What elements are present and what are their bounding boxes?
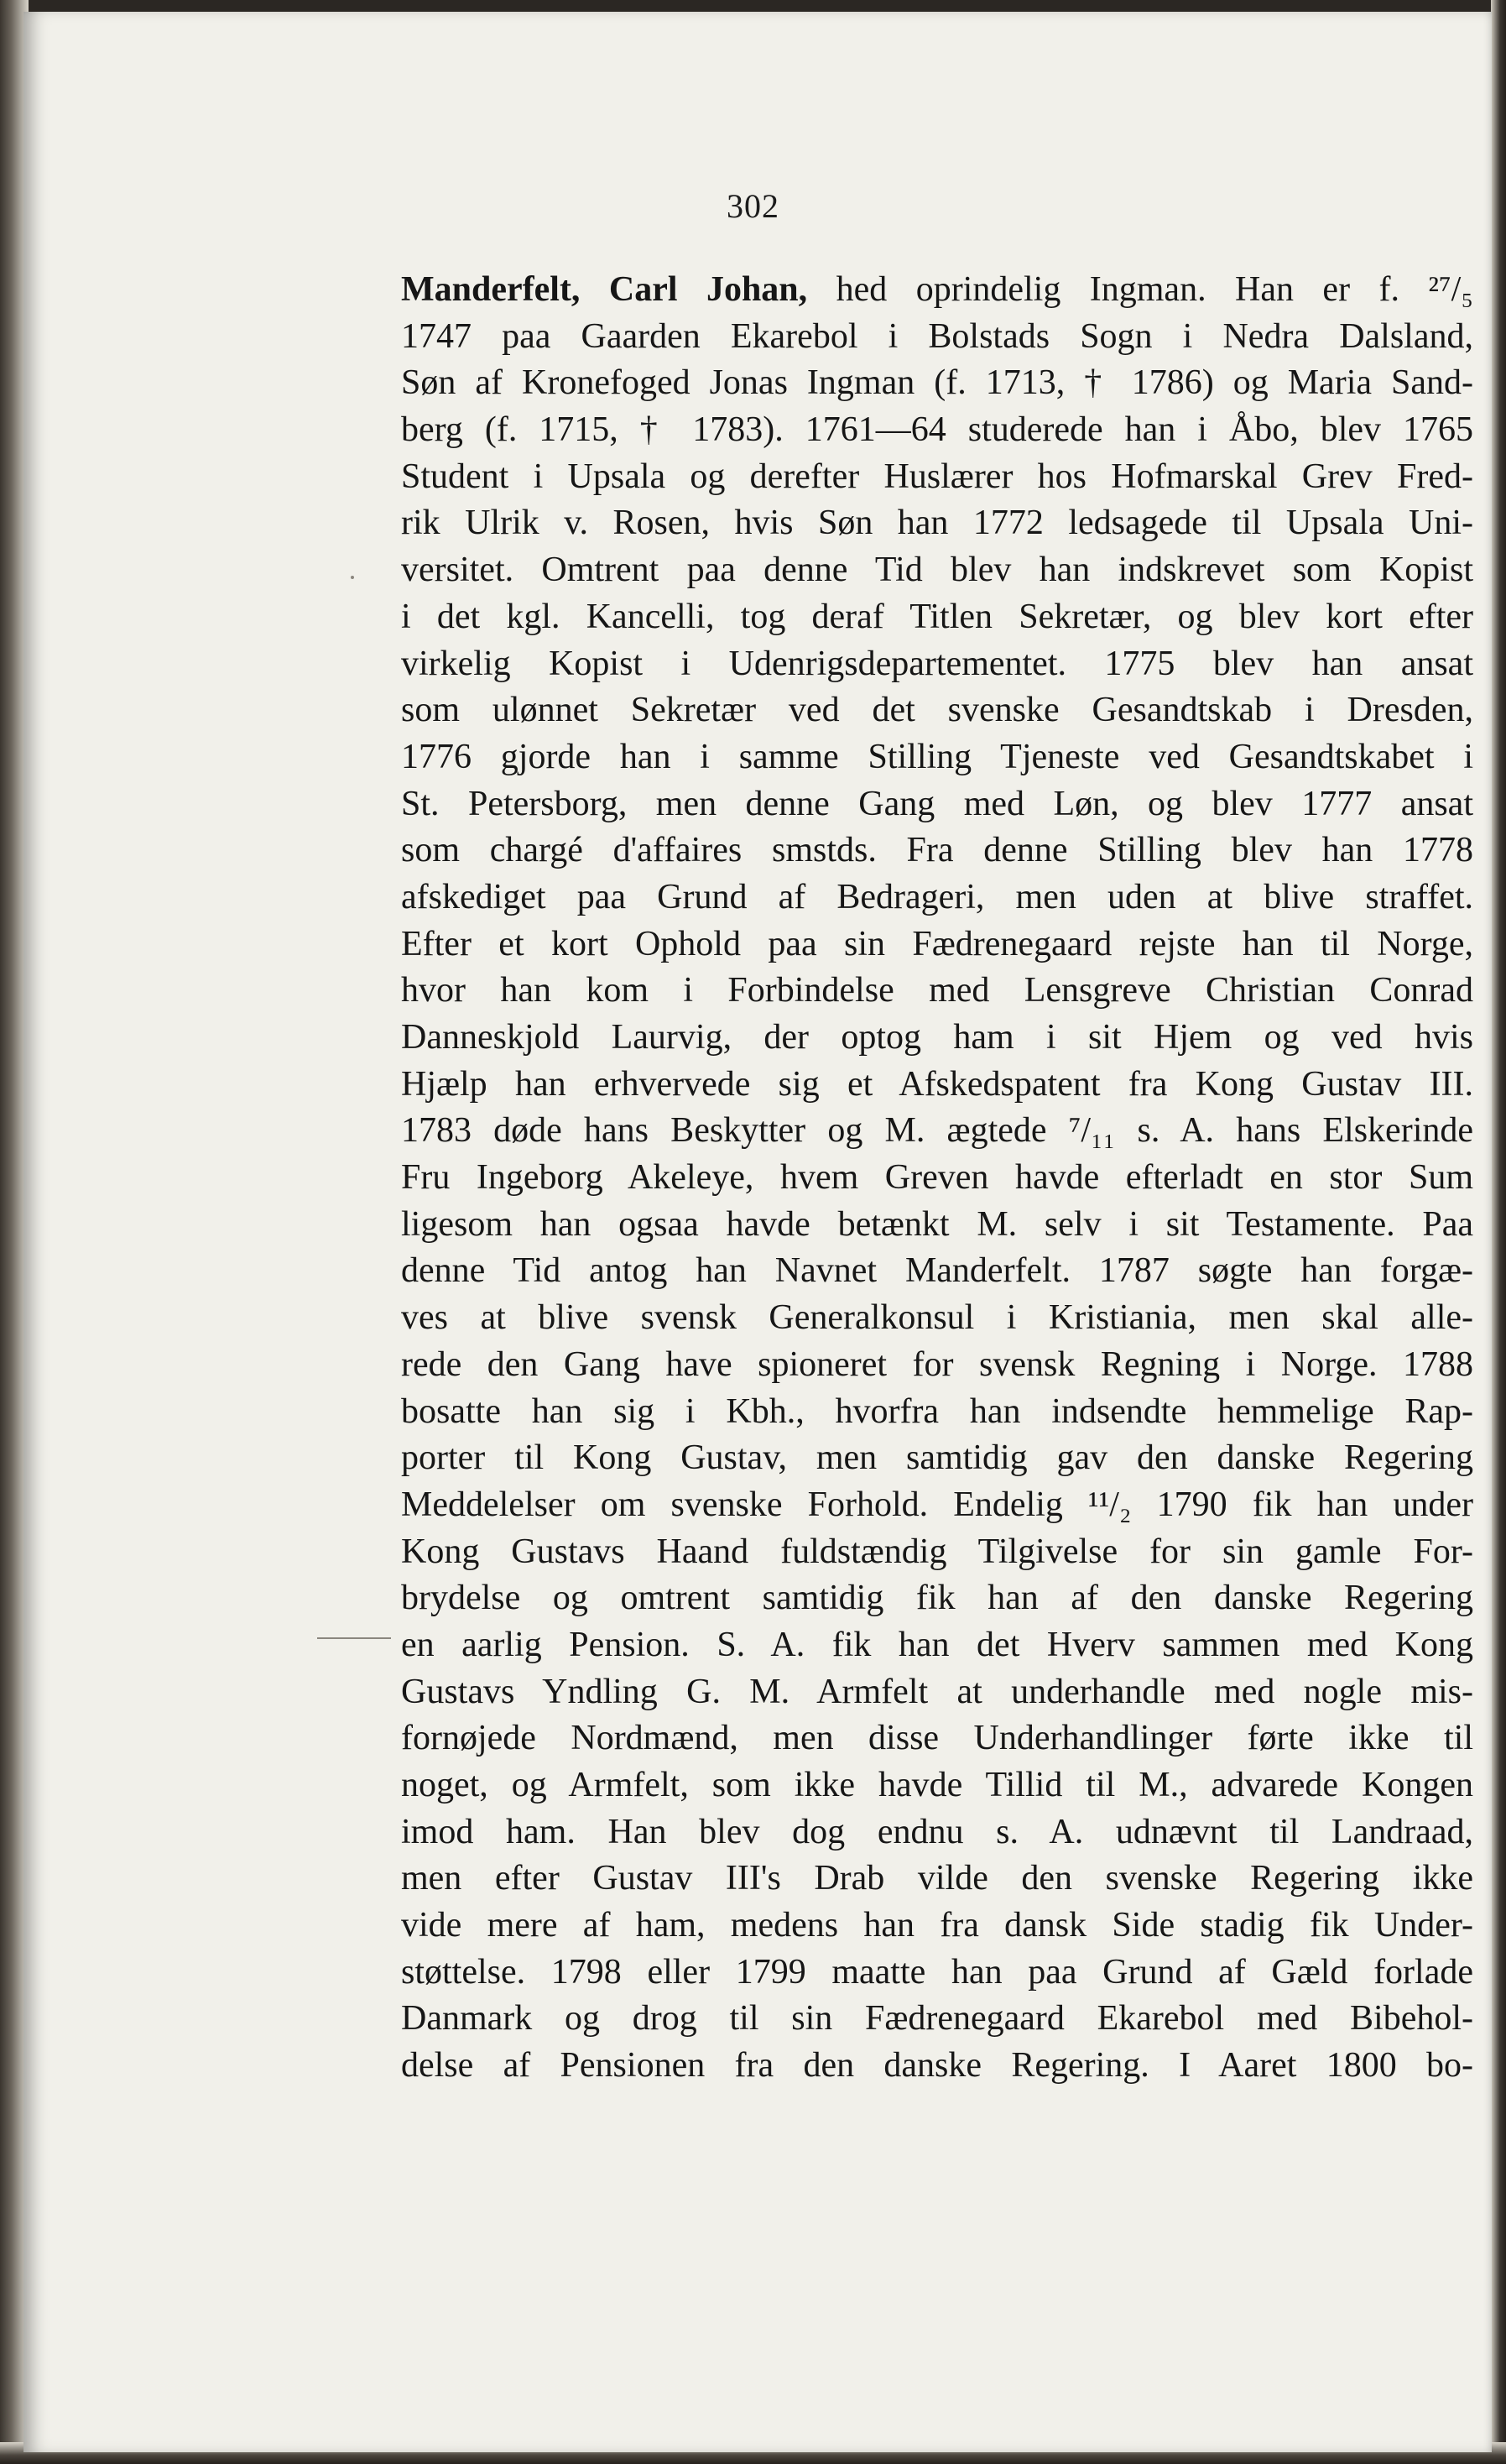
text-line <box>401 2043 1473 2090</box>
text-line <box>401 781 1473 828</box>
line-text: støttelse. 1798 eller 1799 maatte han paa Grund af Gæld forlade <box>401 1952 1473 1992</box>
text-line <box>401 360 1473 407</box>
line-text: rede den Gang have spioneret for svensk Regning i Norge. 1788 <box>401 1344 1473 1384</box>
text-line <box>401 594 1473 641</box>
text-line <box>401 687 1473 734</box>
line-text: Hjælp han erhvervede sig et Afskedspatent fra Kong Gustav III. <box>401 1064 1473 1104</box>
text-line <box>401 1155 1473 1202</box>
text-line <box>401 1482 1473 1529</box>
margin-mark <box>351 576 354 579</box>
text-line <box>401 1248 1473 1295</box>
line-text: Efter et kort Ophold paa sin Fædrenegaard rejste han til Norge, <box>401 924 1473 963</box>
entry-heading: Manderfelt, Carl Johan, <box>401 270 808 309</box>
text-line <box>401 1389 1473 1436</box>
text-line <box>401 1996 1473 2043</box>
text-line <box>401 641 1473 688</box>
line-text: versitet. Omtrent paa denne Tid blev han indskrevet som Kopist <box>401 551 1473 590</box>
text-line <box>401 1715 1473 1762</box>
line-text: bosatte han sig i Kbh., hvorfra han indsendte hemmelige Rap- <box>401 1391 1473 1431</box>
line-text: Søn af Kronefoged Jonas Ingman (f. 1713, † 1786) og Maria Sand- <box>401 363 1473 403</box>
text-line <box>401 1062 1473 1109</box>
line-text: 1747 paa Gaarden Ekarebol i Bolstads Sogn i Nedra Dalsland, <box>401 316 1473 356</box>
line-text: hed oprindelig Ingman. Han er f. ²⁷/₅ <box>807 270 1473 309</box>
right-page-edge <box>1491 0 1506 2464</box>
line-text: fornøjede Nordmænd, men disse Underhandlinger førte ikke til <box>401 1719 1473 1758</box>
line-text: Fru Ingeborg Akeleye, hvem Greven havde efterladt en stor Sum <box>401 1158 1473 1198</box>
line-text: men efter Gustav III's Drab vilde den svenske Regering ikke <box>401 1859 1473 1898</box>
text-line <box>401 314 1473 361</box>
line-text: rik Ulrik v. Rosen, hvis Søn han 1772 ledsagede til Upsala Uni- <box>401 504 1473 543</box>
line-text: som chargé d'affaires smstds. Fra denne Stilling blev han 1778 <box>401 831 1473 870</box>
text-line <box>401 1435 1473 1482</box>
line-text: Danmark og drog til sin Fædrenegaard Ekarebol med Bibehol- <box>401 1999 1473 2039</box>
line-text: St. Petersborg, men denne Gang med Løn, og blev 1777 ansat <box>401 784 1473 823</box>
text-line <box>401 267 1473 314</box>
text-line <box>401 1809 1473 1856</box>
text-line <box>401 1950 1473 1997</box>
text-line <box>401 1762 1473 1809</box>
text-line <box>401 500 1473 547</box>
line-text: som ulønnet Sekretær ved det svenske Gesandtskab i Dresden, <box>401 691 1473 730</box>
line-text: porter til Kong Gustav, men samtidig gav den danske Regering <box>401 1438 1473 1478</box>
text-line <box>401 874 1473 921</box>
line-text: imod ham. Han blev dog endnu s. A. udnævnt til Landraad, <box>401 1812 1473 1851</box>
text-line <box>401 1575 1473 1622</box>
line-text: Student i Upsala og derefter Huslærer hos Hofmarskal Grev Fred- <box>401 457 1473 496</box>
line-text: Meddelelser om svenske Forhold. Endelig ¹¹/₂ 1790 fik han under <box>401 1485 1473 1524</box>
line-text: 1776 gjorde han i samme Stilling Tjeneste ved Gesandtskabet i <box>401 737 1473 776</box>
text-line <box>401 827 1473 874</box>
text-line <box>401 1622 1473 1669</box>
text-line <box>401 454 1473 501</box>
line-text: Kong Gustavs Haand fuldstændig Tilgivelse for sin gamle For- <box>401 1532 1473 1571</box>
line-text: 1783 døde hans Beskytter og M. ægtede ⁷/₁₁ s. A. hans Elskerinde <box>401 1111 1473 1151</box>
entry-text <box>401 267 1473 2090</box>
line-text: virkelig Kopist i Udenrigsdepartementet. 1775 blev han ansat <box>401 644 1473 683</box>
line-text: Gustavs Yndling G. M. Armfelt at underhandle med nogle mis- <box>401 1672 1473 1711</box>
line-text: Danneskjold Laurvig, der optog ham i sit Hjem og ved hvis <box>401 1018 1473 1057</box>
margin-mark <box>317 1637 391 1639</box>
line-text: i det kgl. Kancelli, tog deraf Titlen Sekretær, og blev kort efter <box>401 597 1473 636</box>
line-text: vide mere af ham, medens han fra dansk Side stadig fik Under- <box>401 1906 1473 1945</box>
text-line <box>401 1342 1473 1389</box>
line-text: en aarlig Pension. S. A. fik han det Hverv sammen med Kong <box>401 1625 1473 1664</box>
line-text: hvor han kom i Forbindelse med Lensgreve Christian Conrad <box>401 971 1473 1010</box>
text-line <box>401 407 1473 454</box>
line-text: delse af Pensionen fra den danske Regering. I Aaret 1800 bo- <box>401 2046 1473 2086</box>
text-line <box>401 1295 1473 1342</box>
text-line <box>401 968 1473 1015</box>
line-text: noget, og Armfelt, som ikke havde Tillid til M., advarede Kongen <box>401 1766 1473 1804</box>
page-number: 302 <box>727 187 779 225</box>
text-line <box>401 1108 1473 1155</box>
line-text: ligesom han ogsaa havde betænkt M. selv i sit Testamente. Paa <box>401 1204 1473 1244</box>
line-text: brydelse og omtrent samtidig fik han af den danske Regering <box>401 1579 1473 1618</box>
text-line <box>401 547 1473 594</box>
text-line <box>401 1669 1473 1716</box>
line-text: denne Tid antog han Navnet Manderfelt. 1787 søgte han forgæ- <box>401 1251 1473 1291</box>
line-text: afskediget paa Grund af Bedrageri, men uden at blive straffet. <box>401 877 1473 916</box>
text-line <box>401 1856 1473 1903</box>
text-line <box>401 921 1473 968</box>
text-line <box>401 1903 1473 1950</box>
line-text: berg (f. 1715, † 1783). 1761—64 studerede han i Åbo, blev 1765 <box>401 410 1473 450</box>
text-line <box>401 1015 1473 1062</box>
text-line <box>401 734 1473 781</box>
text-line <box>401 1202 1473 1249</box>
text-line <box>401 1529 1473 1576</box>
line-text: ves at blive svensk Generalkonsul i Kristiania, men skal alle- <box>401 1298 1473 1338</box>
